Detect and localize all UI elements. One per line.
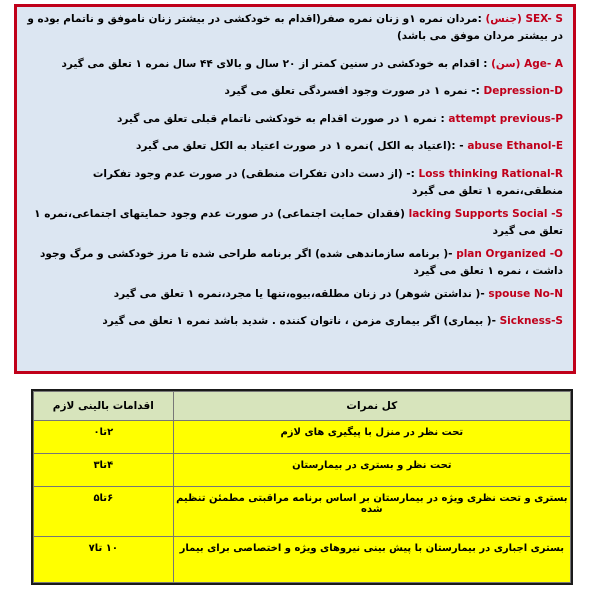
criterion-sex [27,11,563,45]
score-range-cell: ۴تا۳ [34,454,174,487]
criterion-code: plan Organized -O [456,247,563,260]
criterion-rational-thinking [27,166,563,200]
header-clinical-actions: اقدامات بالینی لازم [34,392,174,421]
criterion-text: - :(اعتیاد به الکل )نمره ۱ در صورت اعتیاد به الکل تعلق می گیرد [136,140,464,152]
criterion-age [27,56,563,73]
action-cell: تحت نظر و بستری در بیمارستان [173,454,570,487]
action-cell: بستری و تحت نظری ویژه در بیمارستان بر اساس برنامه مراقبتی مطمئن تنظیم شده [173,487,570,537]
score-range-cell: ۱۰ تا۷ [34,537,174,583]
criterion-depression [27,83,563,100]
criterion-organized-plan [27,246,563,280]
score-range-cell: ۲تا۰ [34,421,174,454]
criterion-text: -( بیماری) اگر بیماری مزمن ، ناتوان کننده . شدید باشد نمره ۱ تعلق می گیرد [102,315,496,327]
criterion-text: : نمره ۱ در صورت اقدام به خودکشی ناتمام قبلی تعلق می گیرد [117,112,445,125]
action-cell: بستری اجباری در بیمارستان با پیش بینی نیروهای ویژه و اختصاصی برای بیمار [173,537,570,583]
criterion-text: :مردان نمره ۱و زنان نمره صفر(اقدام به خودکشی در بیشتر زنان ناموفق و ناتمام بوده و در بیشتر مردان موفق می باشد) [27,13,563,42]
criteria-panel [14,4,576,374]
criterion-text: :- نمره ۱ در صورت وجود افسردگی تعلق می گیرد [224,85,480,97]
criterion-previous-attempt [27,111,563,128]
criterion-text: -( برنامه سازماندهی شده) اگر برنامه طراحی شده تا مرز خودکشی و مرگ وجود داشت ، نمره ۱ تعلق می گیرد [40,247,563,277]
criterion-ethanol-abuse [27,138,563,155]
criterion-text: : اقدام به خودکشی در سنین کمتر از ۲۰ سال و بالای ۴۴ سال نمره ۱ تعلق می گیرد [61,57,488,70]
criterion-code: Sickness-S [499,315,563,327]
criterion-no-spouse [27,286,563,303]
criterion-text: (فقدان حمایت اجتماعی) در صورت عدم وجود حمایتهای اجتماعی،نمره ۱ تعلق می گیرد [34,207,563,237]
criterion-code: abuse Ethanol-E [467,140,563,152]
table-row [34,487,571,537]
table-row [34,421,571,454]
criterion-code: Age- A [524,57,563,70]
criterion-code: spouse No-N [488,287,563,300]
header-total-score: کل نمرات [173,392,570,421]
scores-grid [33,391,571,583]
score-range-cell: ۶تا۵ [34,487,174,537]
criterion-text: -( نداشتن شوهر) در زنان مطلقه،بیوه،تنها یا مجرد،نمره ۱ تعلق می گیرد [113,287,485,300]
criterion-text: :- (از دست دادن تفکرات منطقی) در صورت عدم وجود تفکرات منطقی،نمره ۱ تعلق می گیرد [92,167,563,197]
criterion-code: attempt previous-P [448,112,563,125]
criterion-code: SEX- S [525,13,563,25]
scores-table [31,389,573,585]
action-cell: تحت نظر در منزل با پیگیری های لازم [173,421,570,454]
table-row [34,537,571,583]
criterion-sickness [27,313,563,330]
criterion-code: Depression-D [483,85,563,97]
table-row [34,454,571,487]
table-header-row [34,392,571,421]
criterion-code: lacking Supports Social -S [408,207,563,220]
criterion-code: Loss thinking Rational-R [418,167,563,180]
criterion-label: (جنس) [485,13,522,25]
criterion-label: (سن) [491,57,521,70]
criterion-social-support [27,206,563,240]
